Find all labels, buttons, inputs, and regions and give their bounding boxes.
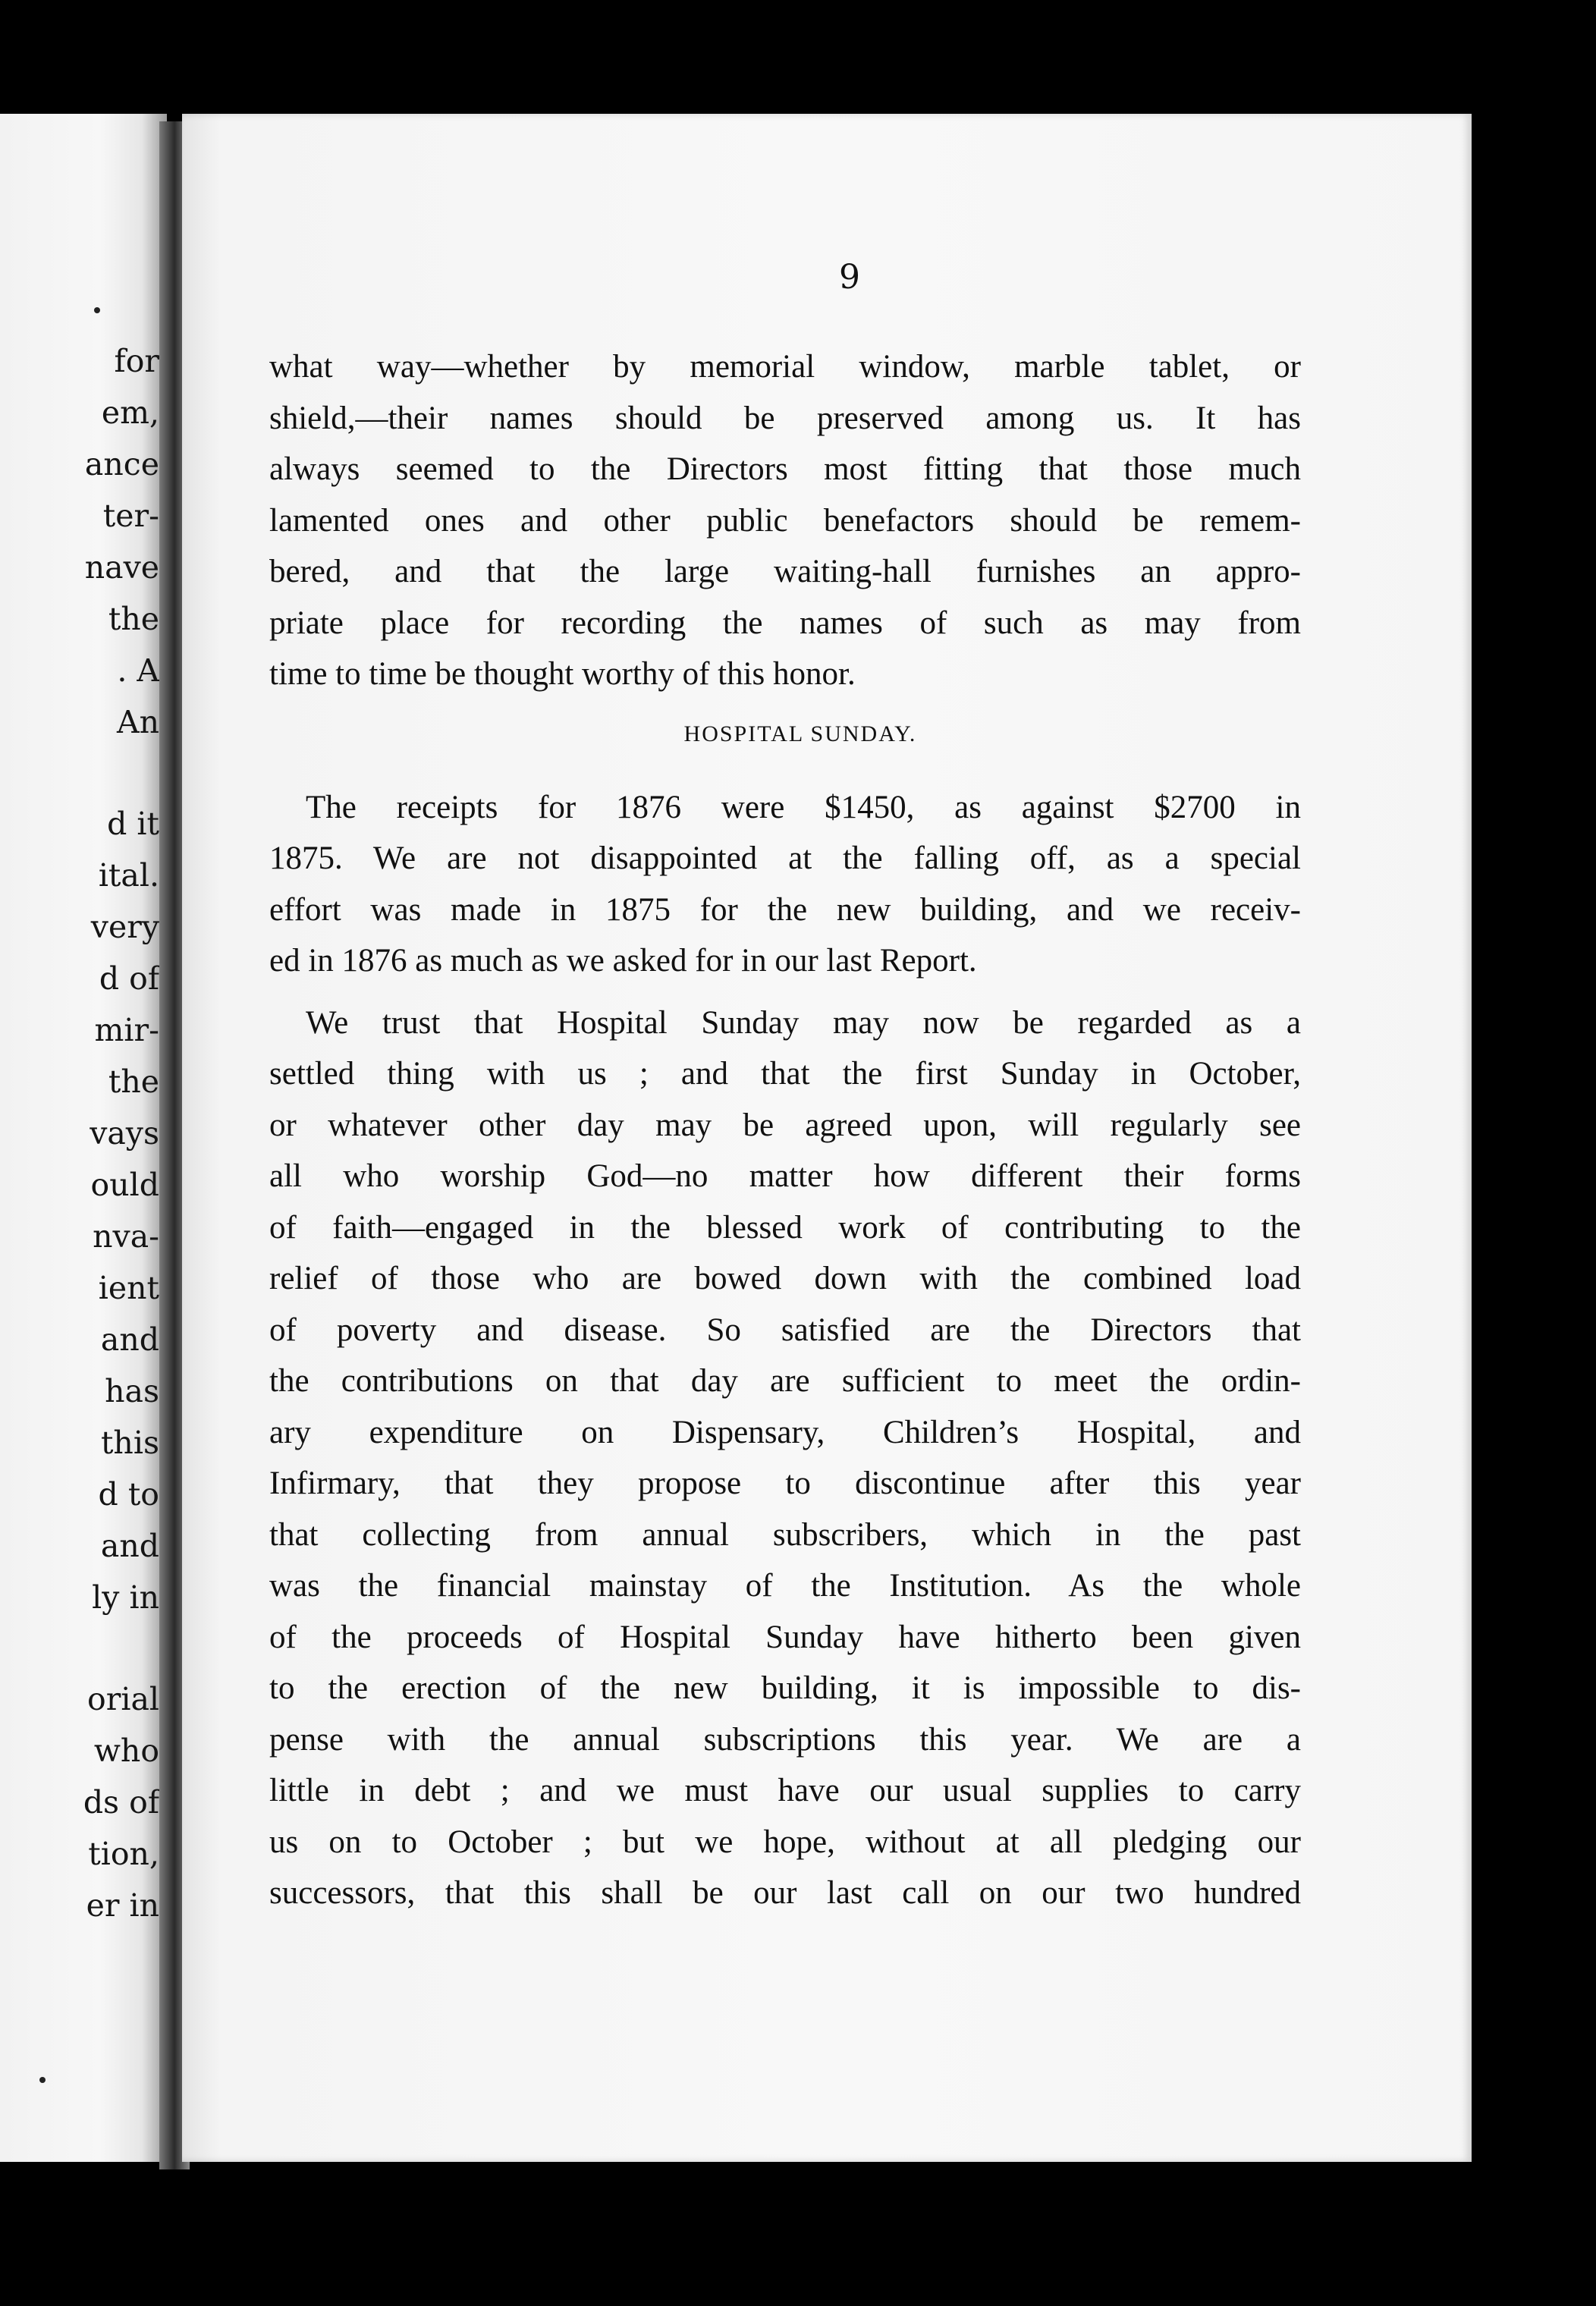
text-line: effort was made in 1875 for the new building, and we receiv-	[269, 891, 1301, 928]
left-fragment: d of	[99, 960, 159, 997]
left-fragment: d it	[107, 806, 159, 842]
text-line: relief of those who are bowed down with the combined load	[269, 1261, 1301, 1296]
text-line: We trust that Hospital Sunday may now be regarded as a	[306, 1004, 1301, 1041]
left-fragment: ance	[84, 446, 159, 482]
left-fragment: and	[100, 1528, 159, 1564]
section-heading: HOSPITAL SUNDAY.	[683, 721, 917, 746]
left-fragment: An	[116, 704, 159, 740]
left-fragment: the	[108, 1063, 159, 1100]
text-line: ed in 1876 as much as we asked for in our last Report.	[269, 943, 977, 979]
text-line: ary expenditure on Dispensary, Children’s Hospital, and	[269, 1414, 1301, 1450]
left-fragment: ould	[90, 1167, 159, 1203]
left-fragment: em,	[101, 394, 159, 431]
left-fragment: vays	[90, 1115, 159, 1151]
text-line: to the erection of the new building, it is impossible to dis-	[269, 1670, 1301, 1706]
text-line: 1875. We are not disappointed at the falling off, as a special	[269, 840, 1301, 876]
paragraph-receipts	[269, 782, 1301, 987]
text-line: of faith—engaged in the blessed work of contributing to the	[269, 1209, 1301, 1246]
page-number: 9	[839, 258, 860, 297]
text-line: was the financial mainstay of the Institution. As the whole	[269, 1568, 1301, 1604]
page-speck	[94, 307, 100, 313]
left-fragment: nva-	[93, 1218, 159, 1255]
text-line: time to time be thought worthy of this honor.	[269, 656, 856, 692]
left-fragment: mir-	[94, 1012, 159, 1048]
left-fragment: ds of	[83, 1784, 159, 1821]
left-fragment: very	[90, 909, 159, 945]
paragraph-hospital-sunday	[269, 997, 1301, 1919]
text-line: bered, and that the large waiting-hall furnishes an appro-	[269, 554, 1301, 589]
text-line: shield,—their names should be preserved among us. It has	[269, 400, 1301, 436]
text-line: successors, that this shall be our last call on our two hundred	[269, 1875, 1301, 1911]
text-line: us on to October ; but we hope, without at all pledging our	[269, 1824, 1301, 1860]
left-fragment: nave	[84, 549, 159, 586]
text-line: what way—whether by memorial window, marble tablet, or	[269, 349, 1301, 385]
left-fragment: and	[100, 1321, 159, 1358]
left-fragment: er in	[86, 1887, 159, 1924]
text-line: priate place for recording the names of such as may from	[269, 605, 1301, 641]
paragraph-memorial	[269, 341, 1301, 700]
text-line: The receipts for 1876 were $1450, as against $2700 in	[306, 789, 1301, 825]
left-fragment: tion,	[88, 1836, 159, 1872]
text-line: the contributions on that day are sufficient to meet the ordin-	[269, 1363, 1301, 1399]
text-line: lamented ones and other public benefactors should be remem-	[269, 502, 1301, 539]
left-fragment: has	[105, 1373, 159, 1409]
text-line: pense with the annual subscriptions this year. We are a	[269, 1721, 1301, 1758]
left-fragment: ly in	[92, 1579, 159, 1616]
text-line: that collecting from annual subscribers, which in the past	[269, 1516, 1301, 1553]
text-line: Infirmary, that they propose to discontinue after this year	[269, 1466, 1301, 1501]
left-fragment: this	[100, 1425, 159, 1461]
text-line: little in debt ; and we must have our usual supplies to carry	[269, 1773, 1301, 1808]
text-line: of the proceeds of Hospital Sunday have hitherto been given	[269, 1619, 1301, 1655]
text-line: of poverty and disease. So satisfied are the Directors that	[269, 1312, 1301, 1348]
left-fragment: who	[93, 1733, 159, 1769]
left-fragment: d to	[98, 1476, 159, 1513]
text-line: or whatever other day may be agreed upon, will regularly see	[269, 1107, 1301, 1143]
left-fragment: ital.	[98, 857, 159, 894]
left-fragment: . A	[117, 652, 159, 689]
text-line: settled thing with us ; and that the first Sunday in October,	[269, 1056, 1301, 1092]
left-fragment: for	[114, 343, 159, 379]
page-text	[269, 341, 1301, 1919]
paragraph-gap	[269, 987, 1301, 997]
left-fragment: ient	[98, 1270, 159, 1306]
book-page	[182, 114, 1472, 2162]
left-fragment: orial	[87, 1681, 159, 1717]
facing-page-left	[0, 114, 167, 2162]
text-line: all who worship God—no matter how different their forms	[269, 1158, 1301, 1194]
text-line: always seemed to the Directors most fitting that those much	[269, 451, 1301, 487]
left-fragment: ter-	[102, 498, 159, 534]
page-speck	[39, 2077, 46, 2083]
left-fragment: the	[108, 601, 159, 637]
